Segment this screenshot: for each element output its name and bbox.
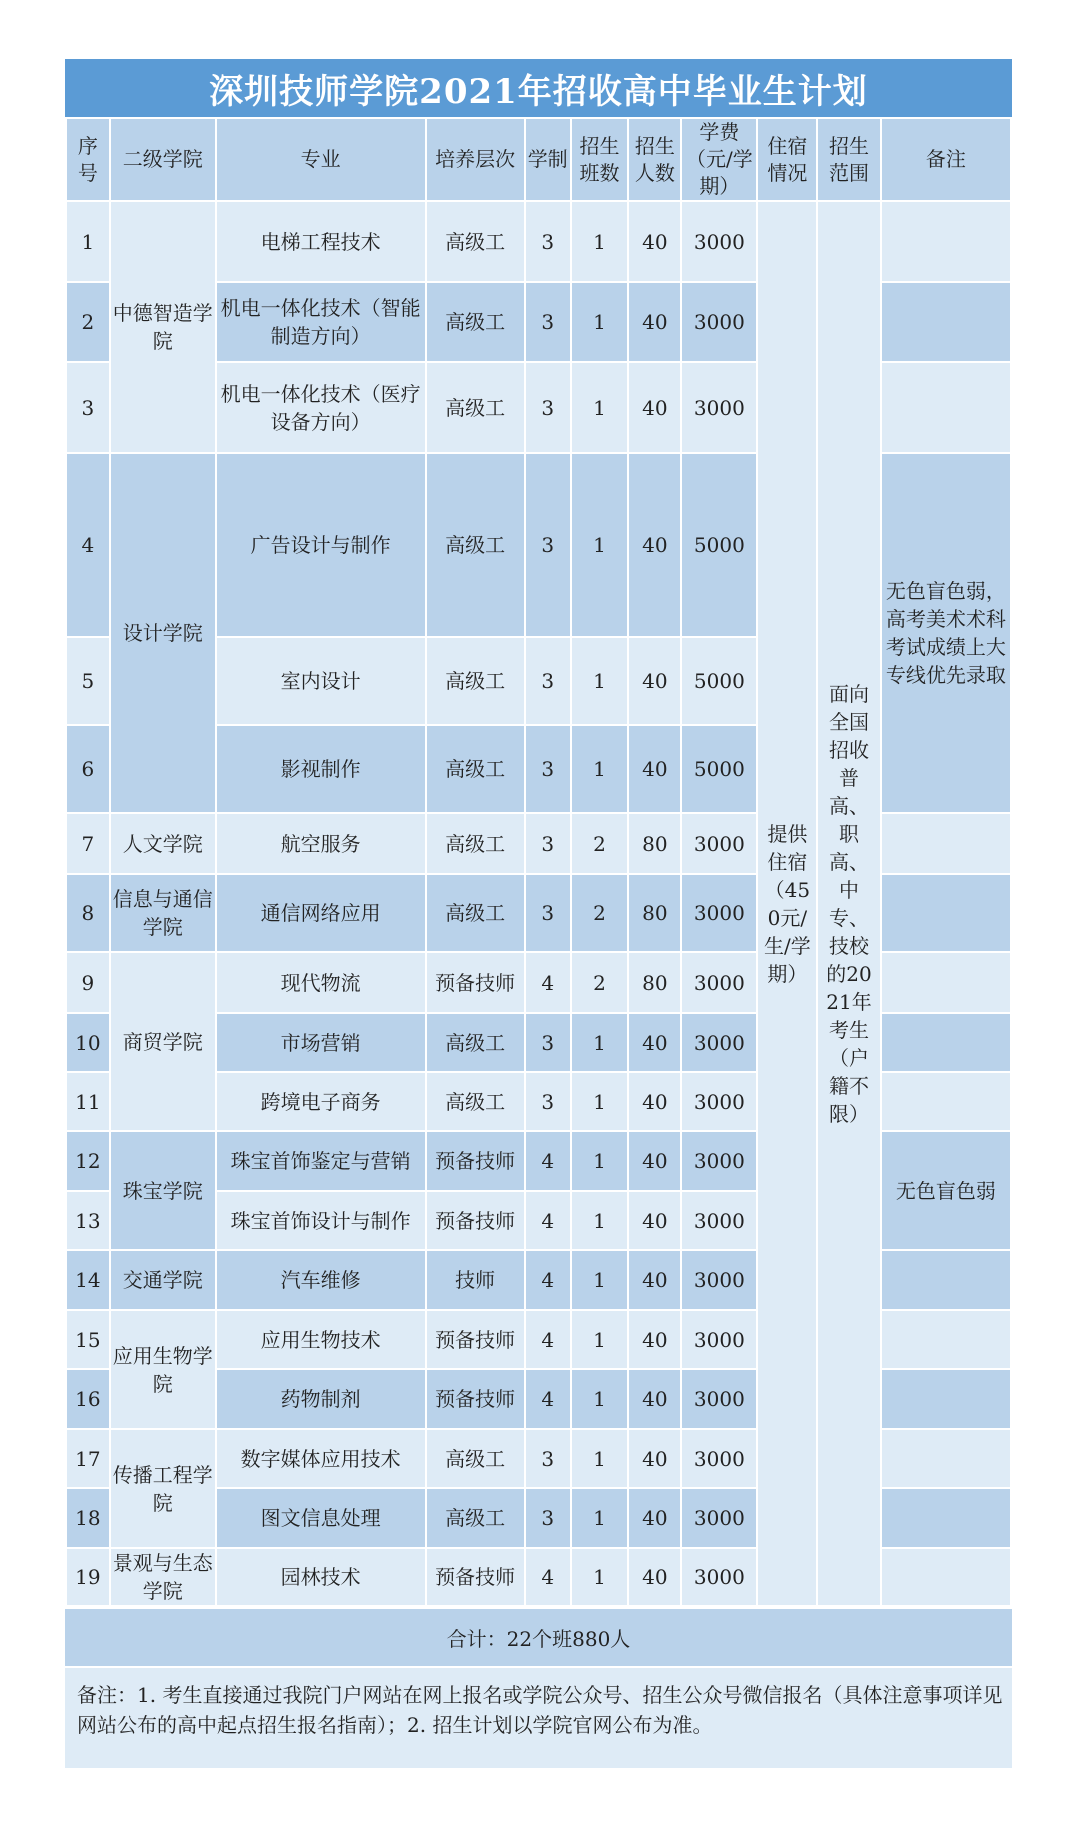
years-cell: 4 [525,1548,571,1606]
years-cell: 4 [525,1310,571,1369]
remark-cell [881,282,1011,362]
college-cell: 珠宝学院 [110,1131,216,1250]
remark-cell [881,1488,1011,1548]
classes-cell: 1 [571,725,629,813]
major-cell: 跨境电子商务 [216,1072,426,1131]
years-cell: 3 [525,453,571,637]
classes-cell: 1 [571,1013,629,1072]
level-cell: 高级工 [426,1072,525,1131]
students-cell: 80 [628,874,681,952]
students-cell: 40 [628,1131,681,1191]
remark-cell [881,813,1011,874]
level-cell: 高级工 [426,1488,525,1548]
students-cell: 40 [628,1250,681,1310]
level-cell: 预备技师 [426,1369,525,1429]
enrollment-plan-sheet [65,59,1012,1768]
seq-cell: 7 [66,813,110,874]
level-cell: 预备技师 [426,952,525,1013]
years-cell: 3 [525,1488,571,1548]
major-cell: 通信网络应用 [216,874,426,952]
seq-cell: 17 [66,1429,110,1488]
classes-cell: 1 [571,1131,629,1191]
classes-cell: 2 [571,813,629,874]
classes-cell: 1 [571,637,629,725]
major-cell: 应用生物技术 [216,1310,426,1369]
college-cell: 交通学院 [110,1250,216,1310]
years-cell: 4 [525,1131,571,1191]
seq-cell: 16 [66,1369,110,1429]
level-cell: 高级工 [426,813,525,874]
classes-cell: 1 [571,1191,629,1250]
major-cell: 机电一体化技术（智能制造方向） [216,282,426,362]
years-cell: 4 [525,952,571,1013]
seq-cell: 13 [66,1191,110,1250]
students-cell: 40 [628,1191,681,1250]
students-cell: 40 [628,637,681,725]
students-cell: 40 [628,362,681,453]
table-header-row [66,118,1011,201]
remark-cell [881,1250,1011,1310]
header-housing: 住宿情况 [757,118,817,201]
fee-cell: 3000 [681,201,757,282]
seq-cell: 12 [66,1131,110,1191]
classes-cell: 1 [571,1429,629,1488]
college-cell: 应用生物学院 [110,1310,216,1429]
major-cell: 现代物流 [216,952,426,1013]
fee-cell: 3000 [681,1013,757,1072]
classes-cell: 1 [571,1310,629,1369]
major-cell: 电梯工程技术 [216,201,426,282]
level-cell: 预备技师 [426,1310,525,1369]
students-cell: 80 [628,952,681,1013]
college-cell: 商贸学院 [110,952,216,1131]
fee-cell: 3000 [681,1548,757,1606]
header-major: 专业 [216,118,426,201]
classes-cell: 1 [571,1488,629,1548]
seq-cell: 15 [66,1310,110,1369]
level-cell: 高级工 [426,1429,525,1488]
level-cell: 预备技师 [426,1548,525,1606]
classes-cell: 1 [571,201,629,282]
level-cell: 高级工 [426,874,525,952]
classes-cell: 2 [571,874,629,952]
remark-cell [881,1369,1011,1429]
header-remark: 备注 [881,118,1011,201]
seq-cell: 1 [66,201,110,282]
header-scope: 招生范围 [817,118,880,201]
fee-cell: 3000 [681,1072,757,1131]
seq-cell: 10 [66,1013,110,1072]
seq-cell: 3 [66,362,110,453]
students-cell: 40 [628,1429,681,1488]
students-cell: 40 [628,1548,681,1606]
major-cell: 园林技术 [216,1548,426,1606]
major-cell: 汽车维修 [216,1250,426,1310]
fee-cell: 3000 [681,1488,757,1548]
level-cell: 高级工 [426,201,525,282]
fee-cell: 3000 [681,1131,757,1191]
remark-cell [881,952,1011,1013]
students-cell: 40 [628,1072,681,1131]
students-cell: 40 [628,453,681,637]
header-college: 二级学院 [110,118,216,201]
years-cell: 4 [525,1369,571,1429]
college-cell: 信息与通信学院 [110,874,216,952]
students-cell: 40 [628,1013,681,1072]
level-cell: 高级工 [426,282,525,362]
remark-cell [881,874,1011,952]
students-cell: 40 [628,201,681,282]
footnote: 备注：1. 考生直接通过我院门户网站在网上报名或学院公众号、招生公众号微信报名（具体注意事项详见网站公布的高中起点招生报名指南）；2. 招生计划以学院官网公布为准。 [65,1666,1012,1768]
classes-cell: 1 [571,1369,629,1429]
college-cell: 设计学院 [110,453,216,813]
college-cell: 景观与生态学院 [110,1548,216,1606]
seq-cell: 2 [66,282,110,362]
classes-cell: 1 [571,1548,629,1606]
header-fee: 学费（元/学期） [681,118,757,201]
years-cell: 3 [525,1013,571,1072]
remark-cell [881,362,1011,453]
major-cell: 市场营销 [216,1013,426,1072]
major-cell: 珠宝首饰鉴定与营销 [216,1131,426,1191]
housing-cell: 提供住宿（450元/生/学期） [757,201,817,1606]
remark-cell-jewelry: 无色盲色弱 [881,1131,1011,1250]
major-cell: 数字媒体应用技术 [216,1429,426,1488]
header-years: 学制 [525,118,571,201]
seq-cell: 8 [66,874,110,952]
major-cell: 影视制作 [216,725,426,813]
fee-cell: 3000 [681,952,757,1013]
fee-cell: 3000 [681,1310,757,1369]
years-cell: 3 [525,725,571,813]
major-cell: 珠宝首饰设计与制作 [216,1191,426,1250]
level-cell: 高级工 [426,362,525,453]
years-cell: 3 [525,813,571,874]
years-cell: 3 [525,874,571,952]
years-cell: 3 [525,362,571,453]
table-row [66,201,1011,282]
seq-cell: 18 [66,1488,110,1548]
fee-cell: 5000 [681,637,757,725]
years-cell: 3 [525,1072,571,1131]
fee-cell: 3000 [681,1369,757,1429]
remark-cell [881,1013,1011,1072]
major-cell: 室内设计 [216,637,426,725]
years-cell: 3 [525,1429,571,1488]
fee-cell: 5000 [681,453,757,637]
college-cell: 中德智造学院 [110,201,216,453]
college-cell: 人文学院 [110,813,216,874]
fee-cell: 3000 [681,1429,757,1488]
level-cell: 技师 [426,1250,525,1310]
level-cell: 预备技师 [426,1191,525,1250]
header-seq: 序号 [66,118,110,201]
page-title: 深圳技师学院2021年招收高中毕业生计划 [65,59,1012,117]
fee-cell: 3000 [681,813,757,874]
students-cell: 40 [628,1488,681,1548]
classes-cell: 1 [571,362,629,453]
level-cell: 高级工 [426,1013,525,1072]
remark-cell [881,1429,1011,1488]
years-cell: 3 [525,282,571,362]
scope-cell: 面向全国招收普高、职高、中专、技校的2021年考生（户籍不限） [817,201,880,1606]
remark-cell [881,1072,1011,1131]
remark-cell [881,1548,1011,1606]
classes-cell: 2 [571,952,629,1013]
fee-cell: 3000 [681,1191,757,1250]
fee-cell: 3000 [681,874,757,952]
header-students: 招生人数 [628,118,681,201]
classes-cell: 1 [571,1072,629,1131]
enrollment-table [65,117,1012,1607]
major-cell: 药物制剂 [216,1369,426,1429]
seq-cell: 9 [66,952,110,1013]
level-cell: 高级工 [426,725,525,813]
header-level: 培养层次 [426,118,525,201]
remark-cell [881,1310,1011,1369]
major-cell: 图文信息处理 [216,1488,426,1548]
classes-cell: 1 [571,282,629,362]
level-cell: 高级工 [426,453,525,637]
remark-cell-design: 无色盲色弱，高考美术术科考试成绩上大专线优先录取 [881,453,1011,813]
years-cell: 4 [525,1191,571,1250]
students-cell: 40 [628,1369,681,1429]
years-cell: 3 [525,201,571,282]
students-cell: 40 [628,725,681,813]
remark-cell [881,201,1011,282]
fee-cell: 3000 [681,362,757,453]
seq-cell: 5 [66,637,110,725]
students-cell: 40 [628,1310,681,1369]
students-cell: 40 [628,282,681,362]
major-cell: 广告设计与制作 [216,453,426,637]
college-cell: 传播工程学院 [110,1429,216,1548]
major-cell: 机电一体化技术（医疗设备方向） [216,362,426,453]
classes-cell: 1 [571,1250,629,1310]
header-classes: 招生班数 [571,118,629,201]
seq-cell: 6 [66,725,110,813]
classes-cell: 1 [571,453,629,637]
seq-cell: 11 [66,1072,110,1131]
major-cell: 航空服务 [216,813,426,874]
seq-cell: 19 [66,1548,110,1606]
seq-cell: 14 [66,1250,110,1310]
level-cell: 高级工 [426,637,525,725]
seq-cell: 4 [66,453,110,637]
students-cell: 80 [628,813,681,874]
fee-cell: 3000 [681,282,757,362]
fee-cell: 5000 [681,725,757,813]
years-cell: 3 [525,637,571,725]
fee-cell: 3000 [681,1250,757,1310]
total-summary: 合计：22个班880人 [65,1607,1012,1666]
years-cell: 4 [525,1250,571,1310]
level-cell: 预备技师 [426,1131,525,1191]
